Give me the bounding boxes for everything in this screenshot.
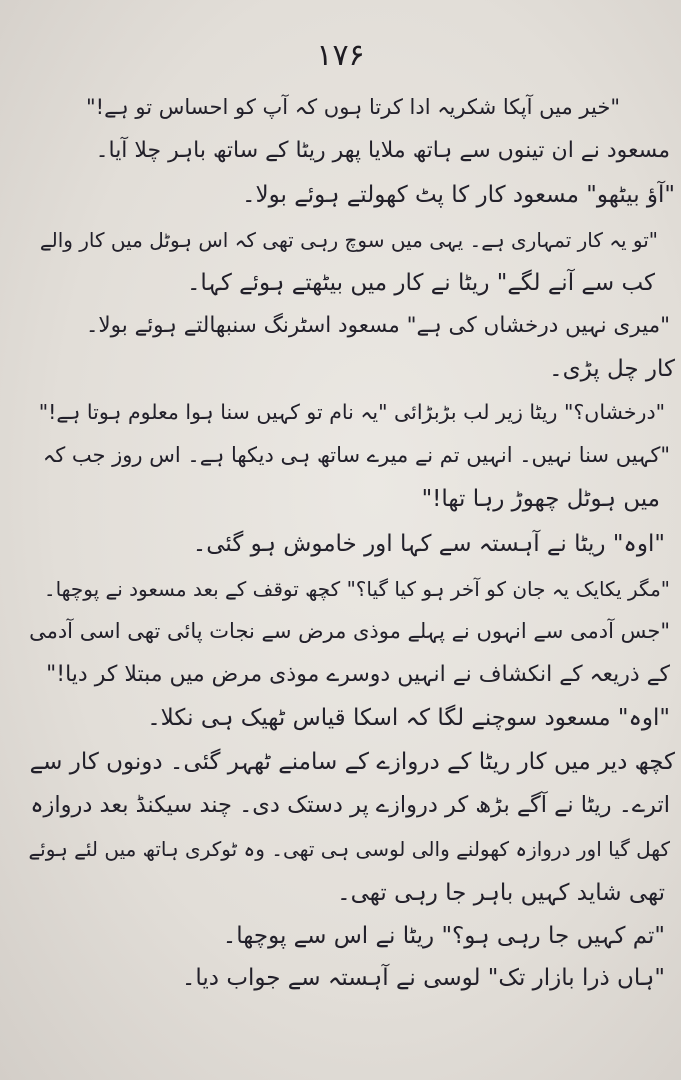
text-line-7: کار چل پڑی۔ [549,356,675,382]
text-line-8: "درخشاں؟" ریٹا زیر لب بڑبڑائی "یہ نام تو کہیں سنا ہوا معلوم ہوتا ہے!" [38,400,665,424]
text-line-3: "آؤ بیٹھو" مسعود کار کا پٹ کھولتے ہوئے بولا۔ [242,182,675,208]
text-line-5: کب سے آنے لگے" ریٹا نے کار میں بیٹھتے ہوئے کہا۔ [186,270,655,296]
page-number: ۱۷۶ [316,38,365,73]
text-line-10: میں ہوٹل چھوڑ رہا تھا!" [421,486,660,512]
text-line-16: کچھ دیر میں کار ریٹا کے دروازے کے سامنے ٹھہر گئی۔ دونوں کار سے [29,749,675,775]
text-line-9: "کہیں سنا نہیں۔ انہیں تم نے میرے ساتھ ہی دیکھا ہے۔ اس روز جب کہ [42,443,670,467]
text-line-2: مسعود نے ان تینوں سے ہاتھ ملایا پھر ریٹا کے ساتھ باہر چلا آیا۔ [95,138,670,163]
text-line-19: تھی شاید کہیں باہر جا رہی تھی۔ [337,880,665,906]
text-line-12: "مگر یکایک یہ جان کو آخر ہو کیا گیا؟" کچھ توقف کے بعد مسعود نے پوچھا۔ [43,577,670,601]
text-line-13: "جس آدمی سے انہوں نے پہلے موذی مرض سے نجات پائی تھی اسی آدمی [29,619,670,643]
text-line-17: اترے۔ ریٹا نے آگے بڑھ کر دروازے پر دستک دی۔ چند سیکنڈ بعد دروازہ [30,792,670,818]
text-line-6: "میری نہیں درخشاں کی ہے" مسعود اسٹرنگ سنبھالتے ہوئے بولا۔ [85,313,670,338]
text-line-15: "اوہ" مسعود سوچنے لگا کہ اسکا قیاس ٹھیک ہی نکلا۔ [147,705,670,731]
text-line-18: کھل گیا اور دروازہ کھولنے والی لوسی ہی تھی۔ وہ ٹوکری ہاتھ میں لئے ہوئے [28,837,670,861]
text-line-20: "تم کہیں جا رہی ہو؟" ریٹا نے اس سے پوچھا۔ [222,923,665,949]
text-line-1: "خیر میں آپکا شکریہ ادا کرتا ہوں کہ آپ کو احساس تو ہے!" [86,95,620,119]
text-line-11: "اوہ" ریٹا نے آہستہ سے کہا اور خاموش ہو گئی۔ [192,531,665,557]
text-line-4: "تو یہ کار تمہاری ہے۔ یہی میں سوچ رہی تھی کہ اس ہوٹل میں کار والے [39,228,658,252]
text-line-14: کے ذریعہ کے انکشاف نے انہیں دوسرے موذی مرض میں مبتلا کر دیا!" [46,662,670,687]
text-line-21: "ہاں ذرا بازار تک" لوسی نے آہستہ سے جواب دیا۔ [181,965,665,991]
